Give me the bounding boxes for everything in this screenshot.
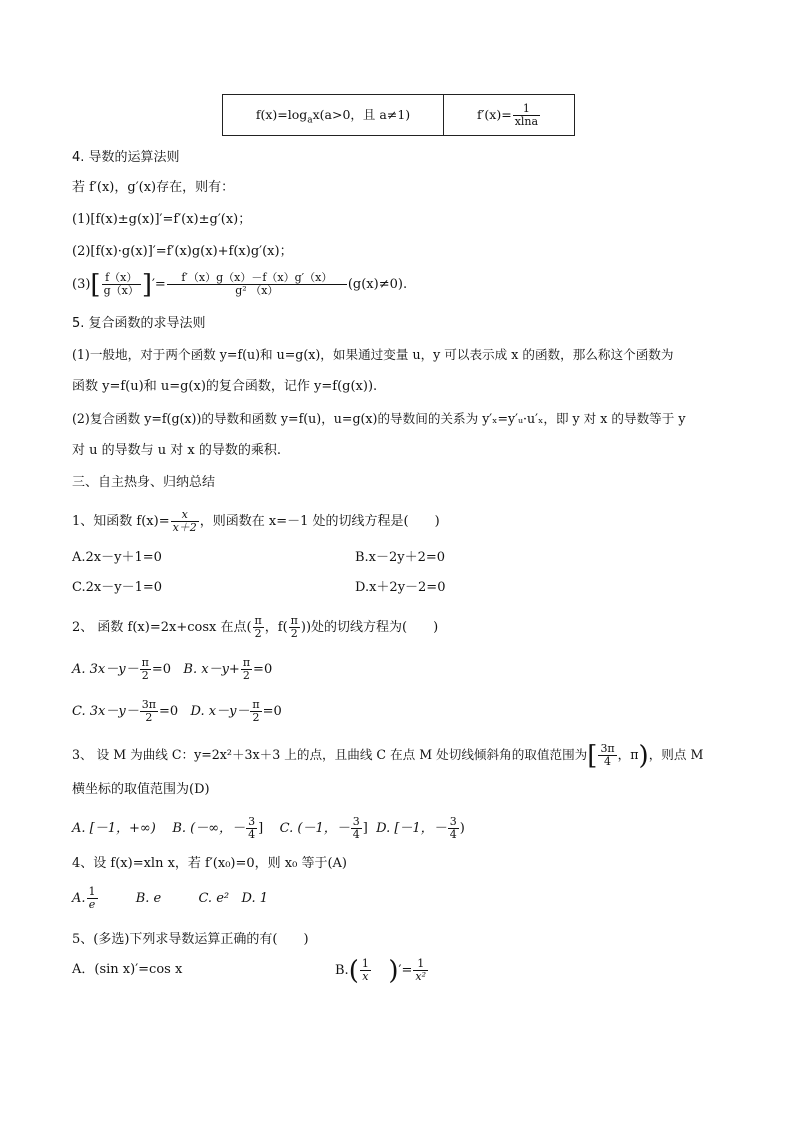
paragraph-line: 函数 y=f(u)和 u=g(x)的复合函数，记作 y=f(g(x)).: [72, 379, 378, 394]
fraction: [140, 699, 158, 724]
denominator: e: [88, 898, 96, 911]
numerator: f（x）: [102, 272, 141, 285]
q3-range-end: ，π: [617, 747, 639, 762]
q5-option-b-pre: B.: [335, 963, 349, 978]
q3-option-d: D. [－1，－: [376, 821, 447, 836]
rule-2: (2)[f(x)·g(x)]′=f′(x)g(x)+f(x)g′(x)；: [72, 244, 293, 259]
q2-option-c-post: =0: [158, 704, 179, 719]
q2-mid: ，f(: [264, 620, 288, 635]
rule-3-suffix: (g(x)≠0).: [347, 277, 408, 292]
q2-option-d-post: =0: [262, 704, 282, 719]
numerator: π: [242, 656, 251, 669]
right-bracket: ]: [141, 269, 152, 300]
fraction: [167, 272, 347, 297]
denominator: 4: [248, 828, 256, 841]
denominator: xlna: [514, 114, 539, 128]
denominator: 2: [254, 627, 262, 640]
numerator: π: [141, 656, 149, 669]
fraction: [413, 958, 428, 983]
numerator: 3π: [141, 698, 156, 711]
q3-option-c: C. (－1，－: [279, 821, 350, 836]
left-bracket: [: [90, 269, 101, 300]
q2-option-d: D. x－y－: [190, 704, 250, 719]
q3-options: [72, 814, 465, 844]
table-cell-function: [223, 95, 444, 136]
q2-option-b: B. x－y+: [183, 662, 240, 677]
derivative-table: [222, 94, 575, 136]
q3-suffix: ，则点 M: [648, 747, 704, 762]
numerator: π: [290, 614, 298, 627]
question-1: [72, 508, 440, 536]
denominator: x: [362, 970, 369, 983]
paragraph-line: (2)复合函数 y=f(g(x))的导数和函数 y=f(u)，u=g(x)的导数间的关系为 y′ₓ=y′ᵤ·u′ₓ，即 y 对 x 的导数等于 y: [72, 411, 686, 426]
fraction: [246, 816, 257, 841]
fraction: [171, 509, 199, 534]
cell-sub: a: [307, 115, 313, 126]
denominator: 2: [242, 669, 250, 682]
q2-options-cd: [72, 698, 282, 726]
fraction: [513, 103, 540, 128]
rule-3-prefix: (3): [72, 277, 91, 292]
cell-text: f′(x)=: [476, 106, 512, 122]
denominator: 2: [252, 711, 260, 724]
q4-options: [72, 884, 268, 914]
q3-prefix: 3、 设 M 为曲线 C：y=2x²＋3x＋3 上的点，且曲线 C 在点 M 处切线倾斜角的取值范围为: [72, 747, 588, 762]
q1-option-d: D.x＋2y－2=0: [355, 580, 446, 595]
q5-option-a: A．(sin x)′=cos x: [72, 962, 183, 977]
denominator: 4: [352, 828, 360, 841]
q1-prefix: 1、知函数 f(x)=: [72, 514, 170, 529]
rule-3: [72, 270, 407, 300]
numerator: π: [254, 614, 262, 627]
q3-option-b: B. (－∞，－: [172, 821, 246, 836]
q3-option-a: A. [－1，+∞): [72, 821, 156, 836]
denominator: g² （x）: [235, 284, 279, 297]
section-heading-3: 三、自主热身、归纳总结: [72, 475, 216, 490]
fraction: [360, 958, 371, 983]
q3-line-2: 横坐标的取值范围为(D): [72, 782, 210, 797]
q4-option-d: D. 1: [241, 891, 269, 906]
left-paren: (: [348, 955, 359, 986]
paragraph-line: 对 u 的导数与 u 对 x 的导数的乘积.: [72, 443, 282, 458]
q2-suffix: ))处的切线方程为( ): [300, 620, 439, 635]
denominator: 2: [141, 669, 149, 682]
q3-option-b-post: ]: [258, 821, 264, 836]
question-3: [72, 740, 703, 770]
q2-option-b-post: =0: [253, 662, 273, 677]
q4-option-c: C. e²: [198, 891, 230, 906]
q1-option-b: B.x－2y＋2=0: [355, 550, 446, 565]
section-heading-5: 5. 复合函数的求导法则: [72, 316, 206, 331]
question-4: 4、设 f(x)=xln x，若 f′(x₀)=0，则 x₀ 等于(A): [72, 856, 347, 871]
rules-intro: 若 f′(x)，g′(x)存在，则有：: [72, 180, 235, 195]
numerator: 3π: [600, 742, 615, 755]
section-heading-4: 4. 导数的运算法则: [72, 150, 180, 165]
fraction: [250, 699, 261, 724]
fraction: [241, 657, 252, 682]
q2-option-c: C. 3x－y－: [72, 704, 139, 719]
paragraph-line: (1)一般地，对于两个函数 y=f(u)和 u=g(x)，如果通过变量 u，y 可以表示成 x 的函数，那么称这个函数为: [72, 347, 674, 362]
denominator: x＋2: [172, 521, 197, 534]
numerator: x: [171, 509, 199, 522]
q1-suffix: ，则函数在 x=－1 处的切线方程是( ): [199, 514, 440, 529]
q2-option-a-post: =0: [151, 662, 172, 677]
fraction: [140, 657, 151, 682]
q5-option-b-mid: ′=: [398, 963, 413, 978]
fraction: [102, 272, 141, 297]
numerator: 1: [88, 885, 96, 898]
numerator: 1: [413, 958, 428, 971]
cell-text-rest: x(a>0，且 a≠1): [312, 106, 411, 122]
fraction: [448, 816, 459, 841]
q1-option-a: A.2x－y＋1=0: [72, 550, 162, 565]
q4-option-a: A.: [72, 891, 86, 906]
denominator: 4: [449, 828, 457, 841]
q2-options-ab: [72, 656, 272, 684]
fraction: [289, 615, 300, 640]
numerator: f′（x）g（x）－f（x）g′（x）: [167, 272, 347, 285]
numerator: π: [252, 698, 260, 711]
right-paren: ): [638, 740, 649, 771]
numerator: 3: [248, 815, 256, 828]
q3-option-d-post: ): [459, 821, 465, 836]
fraction: [87, 886, 98, 911]
q5-option-b: [335, 956, 429, 986]
right-paren: ): [388, 955, 399, 986]
q2-option-a: A. 3x－y－: [72, 662, 139, 677]
numerator: 3: [352, 815, 360, 828]
denominator: 2: [290, 627, 298, 640]
left-bracket: [: [587, 740, 598, 771]
cell-text: f(x)=log: [255, 106, 308, 122]
question-5: 5、(多选)下列求导数运算正确的有( ): [72, 932, 309, 947]
fraction: [351, 816, 362, 841]
equals: ′=: [151, 277, 166, 292]
table-row: [223, 95, 575, 136]
fraction: [253, 615, 264, 640]
denominator: 2: [145, 711, 153, 724]
q2-prefix: 2、 函数 f(x)=2x+cosx 在点(: [72, 620, 252, 635]
numerator: 1: [361, 957, 369, 970]
fraction: [598, 743, 616, 768]
denominator: x²: [415, 970, 427, 983]
table-cell-derivative: [444, 95, 575, 136]
numerator: 1: [513, 103, 540, 116]
denominator: g（x）: [103, 284, 139, 297]
q4-option-b: B. e: [135, 891, 162, 906]
numerator: 3: [449, 815, 457, 828]
q1-option-c: C.2x－y－1=0: [72, 580, 162, 595]
denominator: 4: [604, 755, 612, 768]
rule-1: (1)[f(x)±g(x)]′=f′(x)±g′(x)；: [72, 212, 252, 227]
q3-option-c-post: ]: [362, 821, 368, 836]
question-2: [72, 614, 438, 642]
